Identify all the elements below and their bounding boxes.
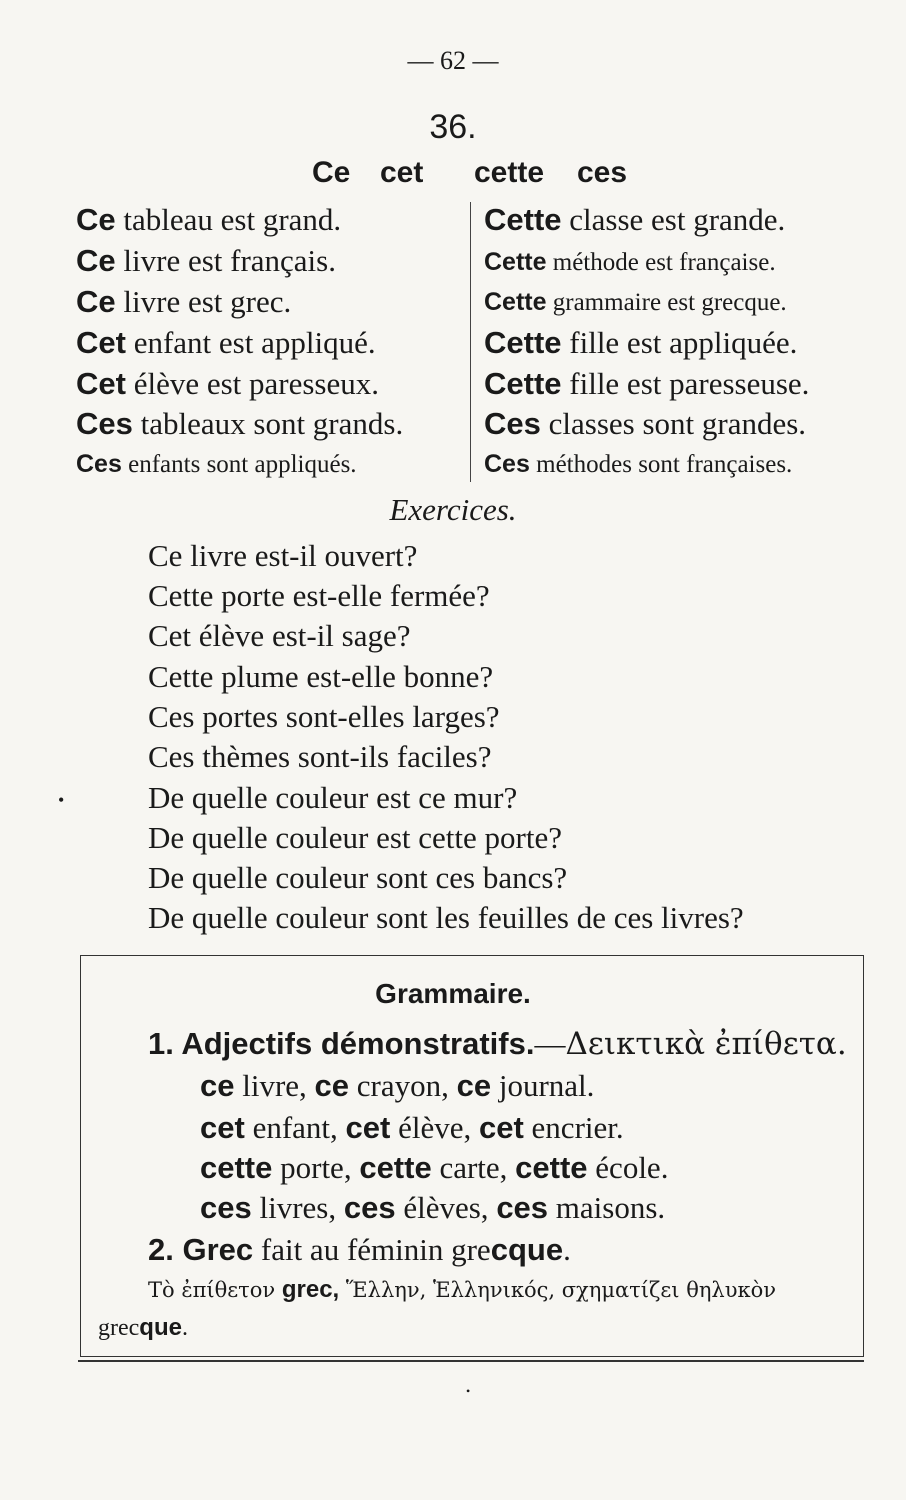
- exercise-question: De quelle couleur sont ces bancs?: [148, 860, 568, 895]
- left-line: Ces enfants sont appliqués.: [76, 450, 357, 478]
- greek-note-line2: grecque.: [98, 1314, 188, 1341]
- right-line: Cette fille est paresseuse.: [484, 366, 810, 401]
- left-line: Cet enfant est appliqué.: [76, 325, 376, 360]
- right-line: Ces classes sont grandes.: [484, 406, 807, 441]
- greek-note-line1: Τὸ ἐπίθετον grec, Ἕλλην, Ἑλληνικός, σχηματίζει θηλυκὸν: [148, 1276, 777, 1303]
- right-line: Cette grammaire est grecque.: [484, 288, 787, 316]
- left-line: Ce tableau est grand.: [76, 202, 342, 237]
- example-ce: ce livre, ce crayon, ce journal.: [200, 1068, 595, 1103]
- exercices-title: Exercices.: [389, 492, 517, 527]
- heading-cette: cette: [474, 156, 545, 189]
- grammar-title: Grammaire.: [375, 978, 531, 1009]
- heading-cet: cet: [380, 156, 424, 189]
- grammar-section-1: 1. Adjectifs démonstratifs.—Δεικτικὰ ἐπίθετα.: [148, 1026, 847, 1062]
- right-line: Cette fille est appliquée.: [484, 325, 798, 360]
- right-line: Ces méthodes sont françaises.: [484, 450, 793, 478]
- exercise-question: Cet élève est-il sage?: [148, 618, 411, 653]
- stray-dot: •: [58, 790, 65, 810]
- right-line: Cette méthode est française.: [484, 248, 776, 276]
- example-ces: ces livres, ces élèves, ces maisons.: [200, 1190, 666, 1225]
- page-number: — 62 —: [407, 46, 499, 75]
- left-line: Ces tableaux sont grands.: [76, 406, 404, 441]
- exercise-question: De quelle couleur est cette porte?: [148, 820, 562, 855]
- left-line: Cet élève est paresseux.: [76, 366, 380, 401]
- lesson-number: 36.: [429, 108, 477, 146]
- column-divider: [470, 202, 471, 482]
- exercise-question: De quelle couleur est ce mur?: [148, 780, 518, 815]
- exercise-question: Ces thèmes sont-ils faciles?: [148, 739, 492, 774]
- heading-ce: Ce: [312, 156, 351, 189]
- left-line: Ce livre est grec.: [76, 284, 292, 319]
- exercise-question: Ces portes sont-elles larges?: [148, 699, 500, 734]
- left-line: Ce livre est français.: [76, 243, 336, 278]
- stray-dot: •: [466, 1384, 471, 1398]
- exercise-question: De quelle couleur sont les feuilles de ces livres?: [148, 900, 744, 935]
- heading-ces: ces: [577, 156, 628, 189]
- example-cet: cet enfant, cet élève, cet encrier.: [200, 1110, 624, 1145]
- grammar-section-2: 2. Grec fait au féminin grecque.: [148, 1232, 571, 1267]
- exercise-question: Cette porte est-elle fermée?: [148, 578, 490, 613]
- exercise-question: Cette plume est-elle bonne?: [148, 659, 494, 694]
- grammar-box-underline: [78, 1360, 864, 1362]
- exercise-question: Ce livre est-il ouvert?: [148, 538, 418, 573]
- example-cette: cette porte, cette carte, cette école.: [200, 1150, 669, 1185]
- right-line: Cette classe est grande.: [484, 202, 786, 237]
